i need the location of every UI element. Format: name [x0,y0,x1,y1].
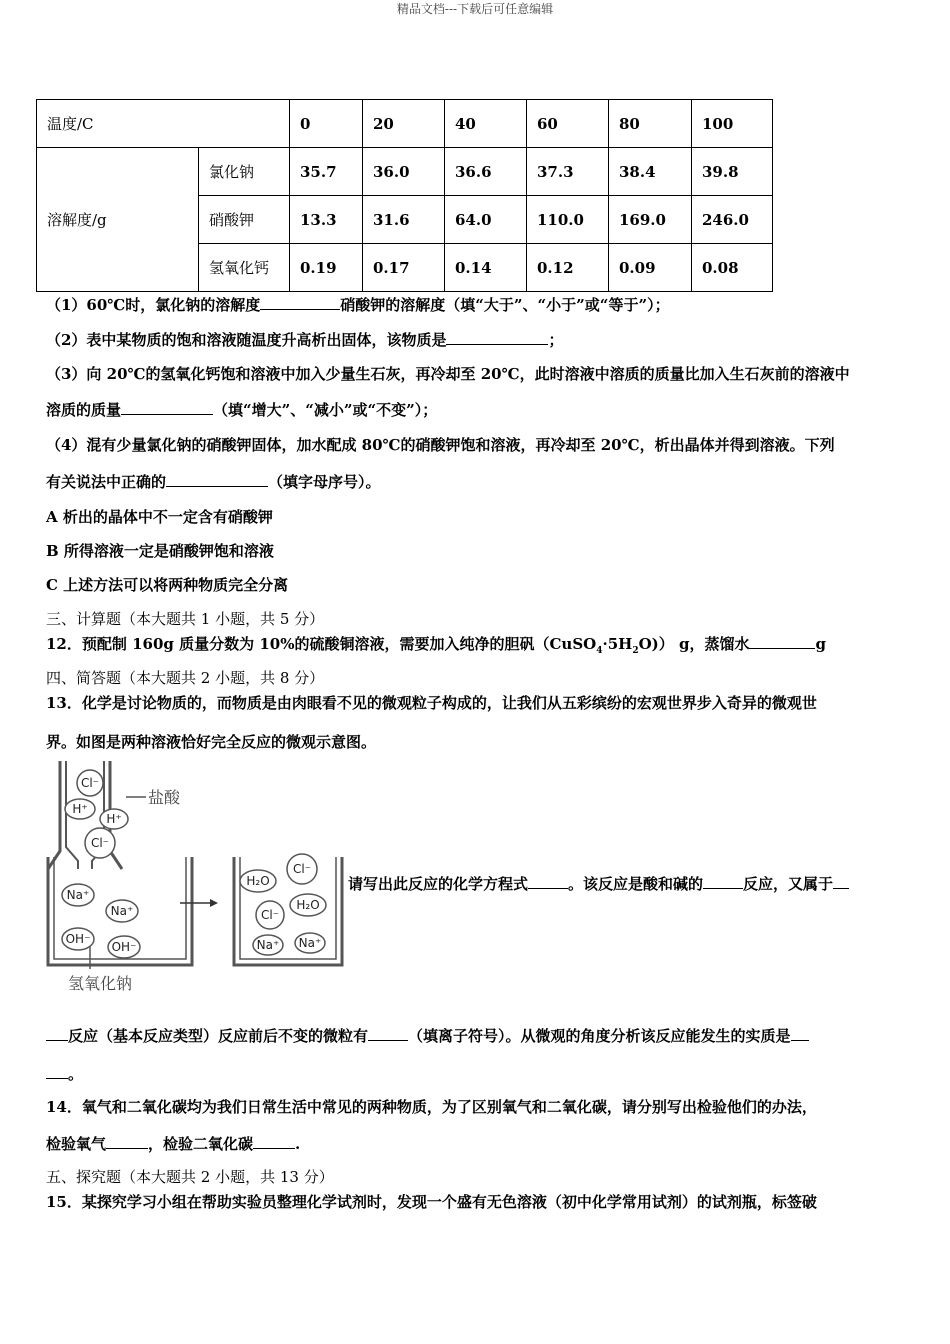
ion-label: Na⁺ [298,936,322,950]
substance-name: 硝酸钾 [199,196,290,244]
temp-cell: 40 [445,100,527,148]
text: （2）表中某物质的饱和溶液随温度升高析出固体，该物质是 [46,331,447,349]
ion-label: Na⁺ [66,888,90,902]
table-cell: 13.3 [290,196,363,244]
ion-label: OH⁻ [111,940,137,954]
table-cell: 169.0 [609,196,692,244]
table-cell: 38.4 [609,148,692,196]
temp-cell: 80 [609,100,692,148]
table-cell: 0.17 [363,244,445,292]
ion-label: H⁺ [72,802,88,816]
page-header: 精品文档---下载后可任意编辑 [396,2,554,16]
answer-blank[interactable] [446,329,548,345]
answer-blank[interactable] [121,399,213,415]
text: . [295,1135,301,1153]
ion-label: H₂O [246,874,270,888]
text: 12．预配制 160g 质量分数为 10%的硫酸铜溶液，需要加入纯净的胆矾（CuSO [46,635,597,653]
table-cell: 246.0 [692,196,773,244]
text: （填离子符号）。从微观的角度分析该反应能发生的实质是 [408,1027,791,1045]
answer-blank[interactable] [260,294,340,310]
ion-label: Cl⁻ [260,908,280,922]
table-cell: 110.0 [527,196,609,244]
table-cell: 64.0 [445,196,527,244]
answer-blank[interactable] [368,1025,408,1041]
substance-name: 氯化钠 [199,148,290,196]
option-a: A 析出的晶体中不一定含有硝酸钾 [46,508,273,526]
answer-blank[interactable] [703,873,743,889]
table-cell: 0.09 [609,244,692,292]
answer-blank[interactable] [46,1025,68,1041]
option-b: B 所得溶液一定是硝酸钾饱和溶液 [46,542,274,560]
table-cell: 35.7 [290,148,363,196]
text: 请写出此反应的化学方程式 [348,875,529,893]
answer-blank[interactable] [166,471,268,487]
question-line [46,329,563,350]
reaction-diagram [44,757,344,997]
text: 硝酸钾的溶解度（填“大于”、“小于”或“等于”）； [340,296,670,314]
ion-label: Na⁺ [110,904,134,918]
answer-blank[interactable] [833,873,849,889]
question-line [46,294,670,315]
question-13-cont [46,1063,83,1084]
question-line: （4）混有少量氯化钠的硝酸钾固体，加水配成 80℃的硝酸钾饱和溶液，再冷却至 20℃，析出晶体并得到溶液。下列 [46,436,835,454]
question-14: 14．氧气和二氧化碳均为我们日常生活中常见的两种物质，为了区别氧气和二氧化碳，请分别写出检验他们的办法， [46,1098,817,1116]
text: 。该反应是酸和碱的 [568,875,704,893]
text: ，检验二氧化碳 [148,1135,254,1153]
answer-blank[interactable] [106,1133,148,1149]
text: 溶质的质量 [46,401,122,419]
subscript: 4 [596,646,603,656]
table-cell: 0.14 [445,244,527,292]
option-c: C 上述方法可以将两种物质完全分离 [46,576,289,594]
table-cell: 0.19 [290,244,363,292]
text: 反应（基本反应类型）反应前后不变的微粒有 [68,1027,369,1045]
question-line: （3）向 20℃的氢氧化钙饱和溶液中加入少量生石灰，再冷却至 20℃，此时溶液中溶质的质量比加入生石灰前的溶液中 [46,365,850,383]
question-13-cont [46,1025,809,1046]
burette-left-wall [48,761,60,869]
solubility-label: 溶解度/g [37,148,199,292]
table-cell: 0.12 [527,244,609,292]
answer-blank[interactable] [46,1063,68,1079]
answer-blank[interactable] [253,1133,295,1149]
question-13-side [348,873,849,894]
text: （1）60℃时，氯化钠的溶解度 [46,296,261,314]
hcl-label: 盐酸 [148,788,181,807]
naoh-label: 氢氧化钠 [68,974,133,993]
solubility-table [36,99,773,292]
ion-label: Cl⁻ [90,836,110,850]
answer-blank[interactable] [749,633,815,649]
text: （填“增大”、“减小”或“不变”）； [213,401,438,419]
answer-blank[interactable] [791,1025,809,1041]
text: 有关说法中正确的 [46,473,167,491]
temp-cell: 60 [527,100,609,148]
text: ·5H [602,635,633,653]
text: g [815,635,826,653]
temp-cell: 0 [290,100,363,148]
table-cell: 0.08 [692,244,773,292]
question-14-cont [46,1133,300,1154]
table-cell: 39.8 [692,148,773,196]
temp-cell: 100 [692,100,773,148]
ion-label: OH⁻ [65,932,91,946]
section-title: 四、简答题（本大题共 2 小题，共 8 分） [46,669,325,687]
ion-label: H⁺ [106,812,122,826]
text: 反应，又属于 [743,875,834,893]
question-12 [46,633,826,656]
substance-name: 氢氧化钙 [199,244,290,292]
table-cell: 36.0 [363,148,445,196]
text: ； [548,331,564,349]
question-13: 13．化学是讨论物质的，而物质是由肉眼看不见的微观粒子构成的，让我们从五彩缤纷的宏观世界步入奇异的微观世 [46,694,817,712]
question-line [46,471,381,492]
section-title: 五、探究题（本大题共 2 小题，共 13 分） [46,1168,334,1186]
arrow-icon [210,899,218,907]
table-cell: 36.6 [445,148,527,196]
question-line [46,399,437,420]
text: 。 [68,1065,84,1083]
temp-header: 温度/C [37,100,290,148]
answer-blank[interactable] [528,873,568,889]
ion-label: Cl⁻ [292,862,312,876]
text: 检验氧气 [46,1135,107,1153]
section-title: 三、计算题（本大题共 1 小题，共 5 分） [46,610,325,628]
question-13-cont: 界。如图是两种溶液恰好完全反应的微观示意图。 [46,733,377,751]
text: （填字母序号）。 [268,473,381,491]
table-cell: 37.3 [527,148,609,196]
ion-label: Na⁺ [256,938,280,952]
text: O)） g，蒸馏水 [638,635,750,653]
subscript: 2 [632,646,639,656]
ion-label: Cl⁻ [80,776,100,790]
question-15: 15．某探究学习小组在帮助实验员整理化学试剂时，发现一个盛有无色溶液（初中化学常用试剂）的试剂瓶，标签破 [46,1193,817,1211]
temp-cell: 20 [363,100,445,148]
table-cell: 31.6 [363,196,445,244]
ion-label: H₂O [296,898,320,912]
